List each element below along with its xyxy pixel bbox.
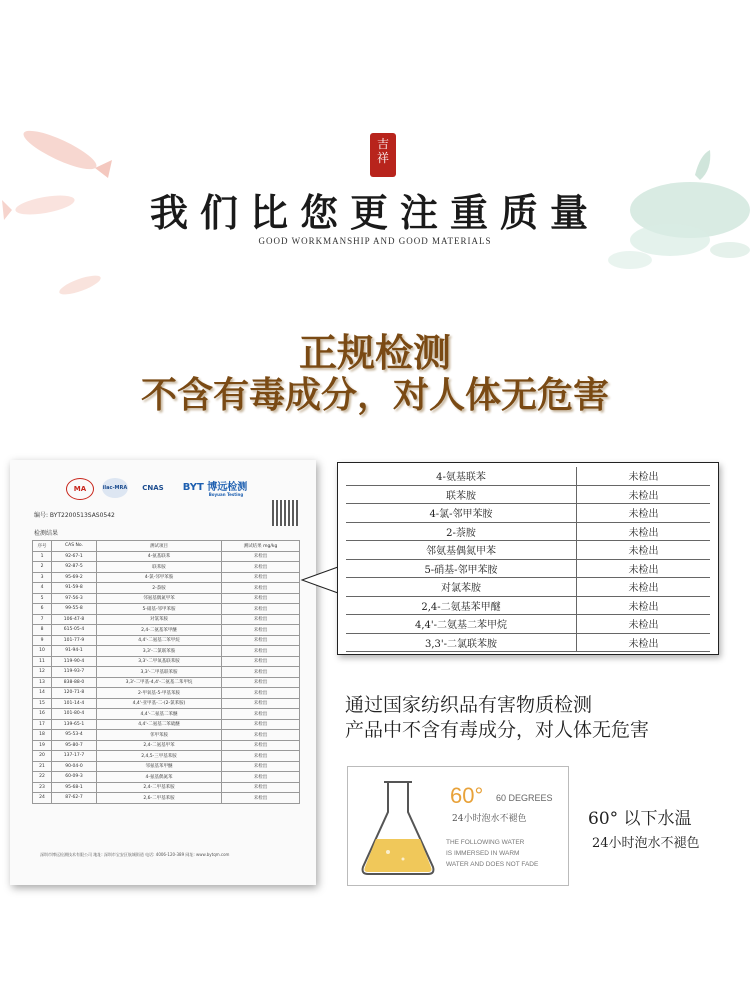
row-cas: 119-93-7 (52, 667, 97, 678)
certification-logos (66, 478, 296, 500)
flask-icon (358, 777, 438, 877)
report-table-row (33, 698, 300, 709)
substance-name: 4-氨基联苯 (346, 467, 577, 485)
row-cas: 90-04-0 (52, 761, 97, 772)
headline-primary: 正规检测 (298, 330, 451, 375)
report-table-row (33, 782, 300, 793)
row-item: 3,3'-二甲基-4,4'-二氨基二苯甲烷 (97, 677, 222, 688)
substance-result: 未检出 (577, 522, 711, 541)
row-cas: 95-53-4 (52, 730, 97, 741)
report-table-row (33, 656, 300, 667)
col-header-index: 序号 (33, 541, 52, 552)
substance-name: 4-氯-邻甲苯胺 (346, 504, 577, 523)
row-item: 5-硝基-邻甲苯胺 (97, 604, 222, 615)
report-table-row (33, 793, 300, 804)
substance-result: 未检出 (577, 559, 711, 578)
report-table-row (33, 772, 300, 783)
report-table-row (33, 572, 300, 583)
row-result: 未检出 (222, 677, 300, 688)
report-table-row (33, 709, 300, 720)
row-item: 4-氨基偶氮苯 (97, 772, 222, 783)
row-result: 未检出 (222, 562, 300, 573)
row-result: 未检出 (222, 667, 300, 678)
row-result: 未检出 (222, 551, 300, 562)
row-item: 4-氯-邻甲苯胺 (97, 572, 222, 583)
report-table-row (33, 551, 300, 562)
zoomed-table-row (346, 485, 710, 504)
report-table-row (33, 593, 300, 604)
row-result: 未检出 (222, 635, 300, 646)
report-table (32, 540, 300, 804)
row-cas: 101-77-9 (52, 635, 97, 646)
row-item: 2,4,5-三甲基苯胺 (97, 751, 222, 762)
row-cas: 91-59-8 (52, 583, 97, 594)
row-index: 1 (33, 551, 52, 562)
substance-result: 未检出 (577, 633, 711, 652)
row-index: 15 (33, 698, 52, 709)
row-cas: 87-62-7 (52, 793, 97, 804)
water-description-line: WATER AND DOES NOT FADE (446, 861, 539, 868)
report-table-row (33, 761, 300, 772)
row-result: 未检出 (222, 772, 300, 783)
row-item: 4,4'-二氨基二苯硫醚 (97, 719, 222, 730)
byt-logo-en: Boyuan Testing (208, 492, 244, 497)
row-index: 19 (33, 740, 52, 751)
row-item: 邻氨基偶氮甲苯 (97, 593, 222, 604)
row-result: 未检出 (222, 782, 300, 793)
zoomed-table-row (346, 467, 710, 485)
water-test-box (347, 766, 569, 886)
row-index: 11 (33, 656, 52, 667)
row-cas: 101-80-4 (52, 709, 97, 720)
page-title: 我们比您更注重质量 (149, 190, 600, 235)
row-result: 未检出 (222, 688, 300, 699)
report-table-row (33, 604, 300, 615)
row-cas: 106-47-8 (52, 614, 97, 625)
substance-name: 2-萘胺 (346, 522, 577, 541)
row-item: 4,4'-二氨基二苯醚 (97, 709, 222, 720)
row-cas: 615-05-4 (52, 625, 97, 636)
zoomed-table-row (346, 596, 710, 615)
report-footer: 深圳市博远检测技术有限公司 地址: 深圳市宝安区航城街道 电话: 4006-120-389 网址: www.bytqm.com (40, 852, 230, 857)
row-cas: 95-68-1 (52, 782, 97, 793)
row-item: 4,4'-亚甲基-二-(2-氯苯胺) (97, 698, 222, 709)
row-item: 2-萘胺 (97, 583, 222, 594)
row-cas: 92-67-1 (52, 551, 97, 562)
row-cas: 119-90-4 (52, 656, 97, 667)
row-cas: 60-09-3 (52, 772, 97, 783)
report-table-row (33, 625, 300, 636)
water-description-line: THE FOLLOWING WATER (446, 839, 525, 846)
row-index: 7 (33, 614, 52, 625)
row-index: 16 (33, 709, 52, 720)
section-label: 检测结果 (34, 530, 59, 537)
row-item: 2-甲氧基-5-甲基苯胺 (97, 688, 222, 699)
temperature-note: 60° 以下水温 (588, 809, 692, 829)
substance-result: 未检出 (577, 578, 711, 597)
row-cas: 95-80-7 (52, 740, 97, 751)
substance-name: 3,3'-二氯联苯胺 (346, 633, 577, 652)
report-table-row (33, 583, 300, 594)
zoomed-results-callout (337, 462, 719, 655)
row-item: 联苯胺 (97, 562, 222, 573)
report-table-row (33, 562, 300, 573)
row-index: 6 (33, 604, 52, 615)
zoomed-table-row (346, 504, 710, 523)
row-cas: 97-56-3 (52, 593, 97, 604)
col-header-item: 测试项目 (97, 541, 222, 552)
substance-result: 未检出 (577, 541, 711, 560)
degree-value: 60° (450, 783, 484, 808)
row-item: 2,6-二甲基苯胺 (97, 793, 222, 804)
row-index: 3 (33, 572, 52, 583)
report-table-row (33, 646, 300, 657)
report-table-header (33, 541, 300, 552)
report-table-row (33, 751, 300, 762)
page-subtitle: GOOD WORKMANSHIP AND GOOD MATERIALS (258, 236, 492, 246)
row-result: 未检出 (222, 751, 300, 762)
report-table-row (33, 688, 300, 699)
row-cas: 139-65-1 (52, 719, 97, 730)
row-cas: 99-55-8 (52, 604, 97, 615)
col-header-result: 测试结果 mg/kg (222, 541, 300, 552)
row-index: 21 (33, 761, 52, 772)
zoomed-table-row (346, 541, 710, 560)
row-index: 5 (33, 593, 52, 604)
row-result: 未检出 (222, 730, 300, 741)
row-index: 22 (33, 772, 52, 783)
row-result: 未检出 (222, 625, 300, 636)
substance-result: 未检出 (577, 504, 711, 523)
fade-note: 24小时泡水不褪色 (592, 836, 700, 851)
row-item: 邻甲苯胺 (97, 730, 222, 741)
row-result: 未检出 (222, 709, 300, 720)
row-cas: 92-87-5 (52, 562, 97, 573)
row-cas: 91-94-1 (52, 646, 97, 657)
substance-name: 2,4-二氨基苯甲醚 (346, 596, 577, 615)
report-table-row (33, 719, 300, 730)
row-item: 3,3'-二甲基联苯胺 (97, 667, 222, 678)
row-item: 3,3'-二甲氧基联苯胺 (97, 656, 222, 667)
row-result: 未检出 (222, 646, 300, 657)
row-index: 24 (33, 793, 52, 804)
row-item: 3,3'-二氯联苯胺 (97, 646, 222, 657)
row-item: 2,4-二氨基苯甲醚 (97, 625, 222, 636)
row-index: 14 (33, 688, 52, 699)
test-report-document (10, 460, 316, 885)
report-table-row (33, 740, 300, 751)
col-header-cas: CAS No. (52, 541, 97, 552)
zoomed-table-row (346, 633, 710, 652)
substance-name: 5-硝基-邻甲苯胺 (346, 559, 577, 578)
degree-label-en: 60 DEGREES (496, 793, 553, 803)
substance-name: 对氯苯胺 (346, 578, 577, 597)
row-result: 未检出 (222, 698, 300, 709)
row-index: 17 (33, 719, 52, 730)
row-item: 2,4-二氨基甲苯 (97, 740, 222, 751)
row-item: 邻氨基苯甲醚 (97, 761, 222, 772)
report-table-row (33, 614, 300, 625)
row-index: 23 (33, 782, 52, 793)
qr-code (272, 500, 298, 526)
substance-result: 未检出 (577, 615, 711, 634)
zoomed-table-row (346, 522, 710, 541)
row-cas: 120-71-8 (52, 688, 97, 699)
substance-name: 联苯胺 (346, 485, 577, 504)
row-index: 2 (33, 562, 52, 573)
row-index: 9 (33, 635, 52, 646)
zoomed-table-row (346, 559, 710, 578)
report-number: 编号: BYT2200513SAS0542 (34, 512, 115, 519)
row-result: 未检出 (222, 572, 300, 583)
report-table-row (33, 667, 300, 678)
substance-name: 邻氨基偶氮甲苯 (346, 541, 577, 560)
row-index: 13 (33, 677, 52, 688)
ilac-logo: ilac-MRA (102, 478, 128, 498)
row-index: 10 (33, 646, 52, 657)
row-cas: 838-88-0 (52, 677, 97, 688)
callout-pointer (300, 565, 340, 595)
substance-result: 未检出 (577, 467, 711, 485)
row-item: 2,4-二甲基苯胺 (97, 782, 222, 793)
report-table-row (33, 635, 300, 646)
row-result: 未检出 (222, 614, 300, 625)
row-result: 未检出 (222, 761, 300, 772)
row-result: 未检出 (222, 593, 300, 604)
degree-label-cn: 24小时泡水不褪色 (452, 814, 527, 824)
report-table-row (33, 677, 300, 688)
substance-name: 4,4'-二氨基二苯甲烷 (346, 615, 577, 634)
water-description (446, 837, 538, 870)
row-cas: 95-69-2 (52, 572, 97, 583)
cnas-logo: CNAS (142, 484, 164, 492)
row-result: 未检出 (222, 604, 300, 615)
row-cas: 101-14-4 (52, 698, 97, 709)
row-cas: 137-17-7 (52, 751, 97, 762)
substance-result: 未检出 (577, 596, 711, 615)
note-line-1: 通过国家纺织品有害物质检测 (345, 694, 593, 716)
row-result: 未检出 (222, 793, 300, 804)
note-line-2: 产品中不含有毒成分，对人体无危害 (345, 719, 650, 741)
row-result: 未检出 (222, 583, 300, 594)
zoomed-table-row (346, 578, 710, 597)
row-item: 4,4'-二氨基二苯甲烷 (97, 635, 222, 646)
byt-logo: BYT 博远检测 (182, 482, 248, 493)
seal-stamp: 吉 祥 (370, 133, 396, 177)
row-index: 4 (33, 583, 52, 594)
row-item: 对氯苯胺 (97, 614, 222, 625)
row-result: 未检出 (222, 740, 300, 751)
report-table-row (33, 730, 300, 741)
row-index: 20 (33, 751, 52, 762)
row-index: 8 (33, 625, 52, 636)
zoomed-table-row (346, 615, 710, 634)
ma-logo: MA (66, 478, 94, 500)
water-description-line: IS IMMERSED IN WARM (446, 850, 520, 857)
row-result: 未检出 (222, 656, 300, 667)
row-index: 18 (33, 730, 52, 741)
row-result: 未检出 (222, 719, 300, 730)
row-item: 4-氨基联苯 (97, 551, 222, 562)
substance-result: 未检出 (577, 485, 711, 504)
headline-secondary: 不含有毒成分，对人体无危害 (140, 374, 609, 416)
row-index: 12 (33, 667, 52, 678)
zoomed-results-table (346, 467, 710, 652)
